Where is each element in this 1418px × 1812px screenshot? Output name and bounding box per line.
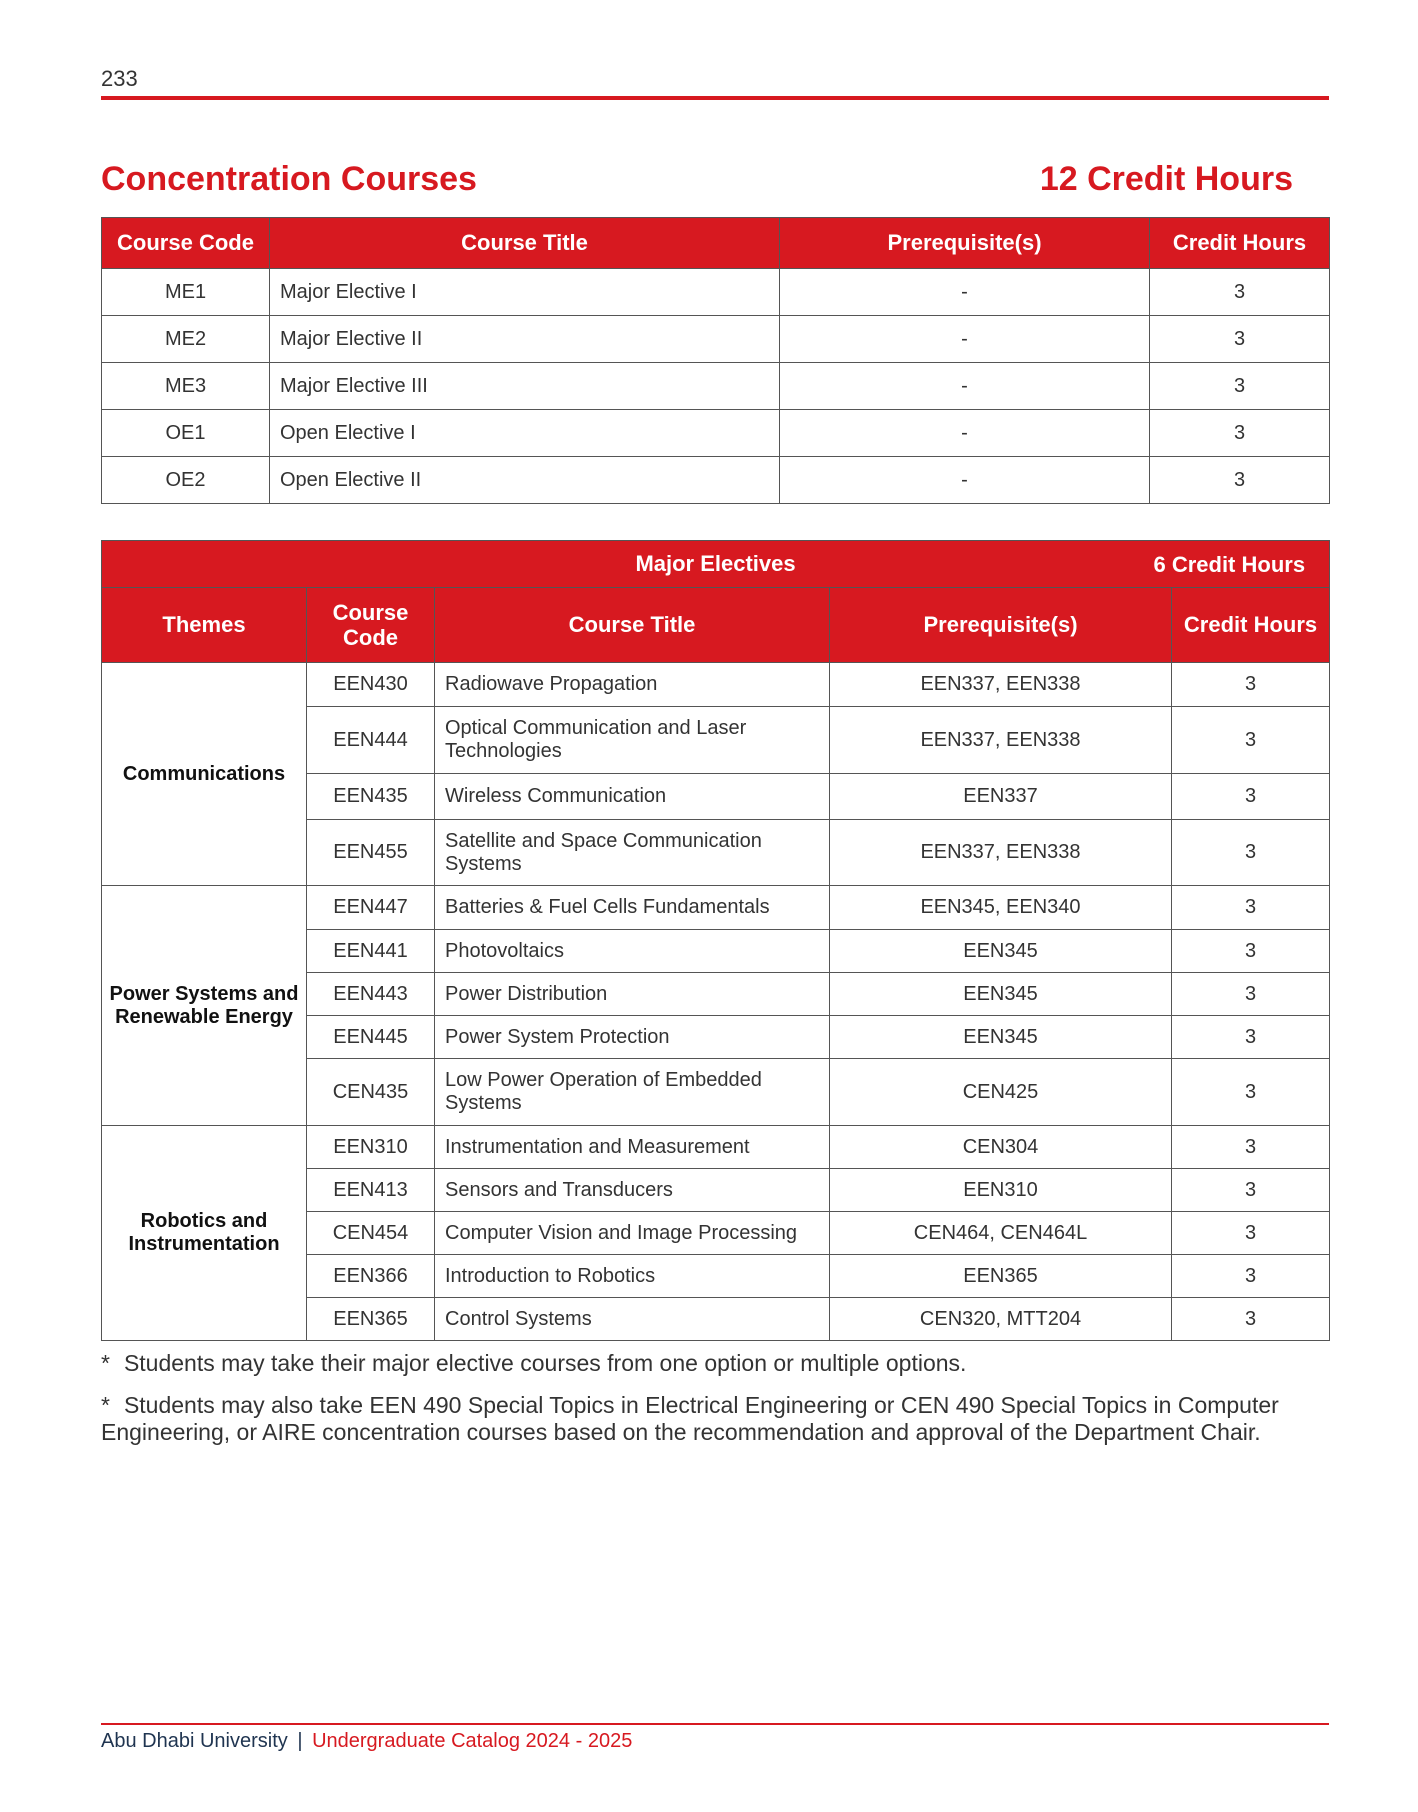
footnotes — [101, 1350, 1331, 1461]
course-title: Introduction to Robotics — [435, 1255, 830, 1298]
course-code: EEN441 — [307, 930, 435, 973]
course-code: OE1 — [102, 410, 270, 457]
course-credits: 3 — [1172, 707, 1330, 774]
course-prereq: EEN337, EEN338 — [830, 707, 1172, 774]
course-prereq: - — [780, 269, 1150, 316]
course-prereq: EEN337, EEN338 — [830, 663, 1172, 707]
theme-power-systems: Power Systems and Renewable Energy — [102, 886, 307, 1126]
footer-separator: | — [297, 1730, 303, 1752]
course-prereq: - — [780, 410, 1150, 457]
footer-university: Abu Dhabi University — [101, 1730, 288, 1752]
course-prereq: - — [780, 363, 1150, 410]
major-electives-credits: 6 Credit Hours — [1153, 552, 1306, 577]
course-credits: 3 — [1172, 1298, 1330, 1341]
table-row — [102, 663, 1330, 707]
course-prereq: EEN365 — [830, 1255, 1172, 1298]
course-credits: 3 — [1172, 820, 1330, 886]
course-code: EEN435 — [307, 774, 435, 820]
header-course-code: Course Code — [102, 218, 270, 269]
course-title: Control Systems — [435, 1298, 830, 1341]
course-title: Optical Communication and Laser Technologies — [435, 707, 830, 774]
major-electives-banner — [102, 541, 1330, 588]
course-prereq: EEN345, EEN340 — [830, 886, 1172, 930]
course-credits: 3 — [1172, 886, 1330, 930]
course-prereq: EEN345 — [830, 930, 1172, 973]
footnote-text: Students may take their major elective courses from one option or multiple options. — [123, 1350, 967, 1376]
footnote-marker: * — [101, 1350, 110, 1376]
course-prereq: CEN464, CEN464L — [830, 1212, 1172, 1255]
course-title: Open Elective II — [270, 457, 780, 504]
course-code: EEN445 — [307, 1016, 435, 1059]
course-credits: 3 — [1150, 269, 1330, 316]
course-title: Wireless Communication — [435, 774, 830, 820]
course-code: EEN447 — [307, 886, 435, 930]
course-credits: 3 — [1172, 774, 1330, 820]
course-prereq: CEN304 — [830, 1126, 1172, 1169]
major-electives-banner-cell — [102, 541, 1330, 588]
course-title: Computer Vision and Image Processing — [435, 1212, 830, 1255]
course-credits: 3 — [1172, 1169, 1330, 1212]
course-prereq: CEN320, MTT204 — [830, 1298, 1172, 1341]
course-credits: 3 — [1150, 316, 1330, 363]
table-row — [102, 363, 1330, 410]
course-code: EEN310 — [307, 1126, 435, 1169]
table-row — [102, 410, 1330, 457]
course-title: Low Power Operation of Embedded Systems — [435, 1059, 830, 1126]
header-credit-hours: Credit Hours — [1172, 588, 1330, 663]
course-title: Photovoltaics — [435, 930, 830, 973]
course-code: EEN413 — [307, 1169, 435, 1212]
course-prereq: EEN337, EEN338 — [830, 820, 1172, 886]
course-credits: 3 — [1172, 663, 1330, 707]
concentration-heading — [101, 160, 1293, 199]
course-credits: 3 — [1172, 1212, 1330, 1255]
course-title: Major Elective I — [270, 269, 780, 316]
course-code: EEN430 — [307, 663, 435, 707]
course-title: Batteries & Fuel Cells Fundamentals — [435, 886, 830, 930]
major-electives-table — [101, 540, 1330, 1341]
theme-robotics: Robotics and Instrumentation — [102, 1126, 307, 1341]
course-title: Sensors and Transducers — [435, 1169, 830, 1212]
header-course-title: Course Title — [435, 588, 830, 663]
table-row — [102, 1126, 1330, 1169]
concentration-credits: 12 Credit Hours — [1039, 160, 1293, 198]
table-header-row — [102, 588, 1330, 663]
course-credits: 3 — [1172, 973, 1330, 1016]
course-prereq: EEN345 — [830, 973, 1172, 1016]
course-credits: 3 — [1150, 457, 1330, 504]
course-title: Power System Protection — [435, 1016, 830, 1059]
concentration-title: Concentration Courses — [101, 160, 477, 198]
course-credits: 3 — [1172, 1126, 1330, 1169]
footnote-text: Students may also take EEN 490 Special Topics in Electrical Engineering or CEN 490 Special Topics in Computer Engineering, or AIRE concentration courses based on the recommendation and approval of the Department Chair. — [101, 1391, 1279, 1446]
course-credits: 3 — [1172, 1016, 1330, 1059]
header-course-title: Course Title — [270, 218, 780, 269]
course-code: EEN443 — [307, 973, 435, 1016]
footer-rule — [101, 1723, 1329, 1725]
course-code: ME1 — [102, 269, 270, 316]
table-row — [102, 269, 1330, 316]
footnote — [101, 1350, 1331, 1378]
course-prereq: EEN337 — [830, 774, 1172, 820]
course-title: Satellite and Space Communication Systems — [435, 820, 830, 886]
concentration-table — [101, 217, 1330, 504]
header-prerequisites: Prerequisite(s) — [830, 588, 1172, 663]
course-credits: 3 — [1172, 1255, 1330, 1298]
page-number: 233 — [101, 66, 138, 91]
course-credits: 3 — [1172, 1059, 1330, 1126]
table-row — [102, 316, 1330, 363]
course-title: Major Elective III — [270, 363, 780, 410]
table-row — [102, 886, 1330, 930]
course-credits: 3 — [1150, 363, 1330, 410]
course-prereq: CEN425 — [830, 1059, 1172, 1126]
course-title: Power Distribution — [435, 973, 830, 1016]
course-title: Instrumentation and Measurement — [435, 1126, 830, 1169]
course-code: CEN454 — [307, 1212, 435, 1255]
course-credits: 3 — [1172, 930, 1330, 973]
course-code: EEN366 — [307, 1255, 435, 1298]
course-prereq: - — [780, 316, 1150, 363]
course-code: ME3 — [102, 363, 270, 410]
major-electives-title: Major Electives — [635, 551, 796, 576]
course-code: EEN444 — [307, 707, 435, 774]
course-title: Radiowave Propagation — [435, 663, 830, 707]
table-header-row — [102, 218, 1330, 269]
header-credit-hours: Credit Hours — [1150, 218, 1330, 269]
header-course-code: Course Code — [307, 588, 435, 663]
course-code: OE2 — [102, 457, 270, 504]
course-prereq: EEN310 — [830, 1169, 1172, 1212]
footer-catalog: Undergraduate Catalog 2024 - 2025 — [312, 1730, 633, 1752]
footnote — [101, 1392, 1331, 1447]
course-credits: 3 — [1150, 410, 1330, 457]
table-row — [102, 457, 1330, 504]
page-footer — [101, 1730, 632, 1753]
course-code: CEN435 — [307, 1059, 435, 1126]
theme-communications: Communications — [102, 663, 307, 886]
header-prerequisites: Prerequisite(s) — [780, 218, 1150, 269]
course-title: Open Elective I — [270, 410, 780, 457]
course-code: ME2 — [102, 316, 270, 363]
course-title: Major Elective II — [270, 316, 780, 363]
header-rule — [101, 96, 1329, 100]
footnote-marker: * — [101, 1391, 110, 1418]
header-themes: Themes — [102, 588, 307, 663]
course-prereq: EEN345 — [830, 1016, 1172, 1059]
course-code: EEN365 — [307, 1298, 435, 1341]
course-code: EEN455 — [307, 820, 435, 886]
course-prereq: - — [780, 457, 1150, 504]
